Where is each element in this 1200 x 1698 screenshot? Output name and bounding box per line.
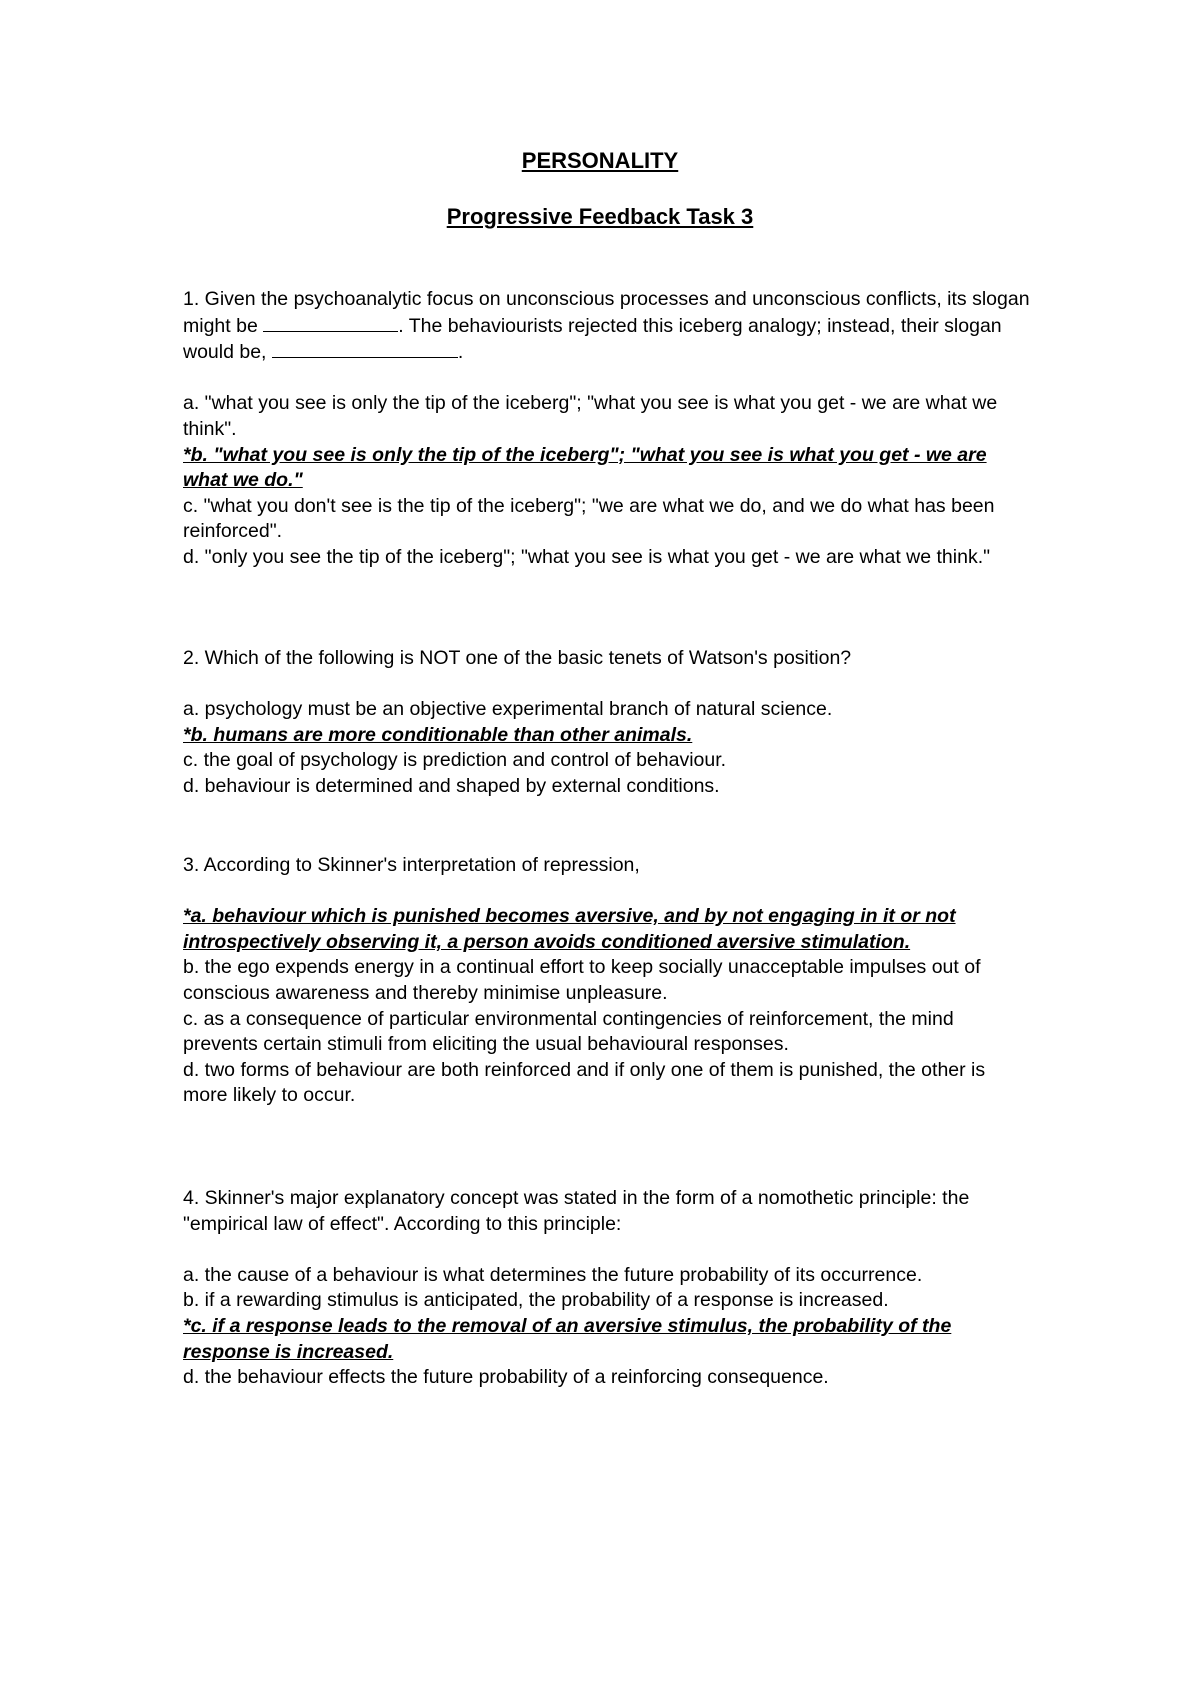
question-2-option-c: c. the goal of psychology is prediction and control of behaviour.	[183, 749, 727, 772]
question-3-option-d: d. two forms of behaviour are both reinforced and if only one of them is punished, the other is more likely to occur.	[183, 1058, 986, 1107]
question-3	[183, 853, 1033, 1109]
question-1-option-d: d. "only you see the tip of the iceberg"; "what you see is what you get - we are what we think."	[183, 545, 991, 568]
question-1-stem-part-3: .	[457, 341, 464, 364]
question-4	[183, 1186, 1033, 1391]
answer-blank-1	[263, 313, 398, 332]
question-2-stem: 2. Which of the following is NOT one of the basic tenets of Watson's position?	[183, 647, 852, 669]
question-3-option-b: b. the ego expends energy in a continual effort to keep socially unacceptable impulses out of conscious awareness and thereby minimise unpleasure.	[183, 956, 981, 1004]
question-4-stem: 4. Skinner's major explanatory concept was stated in the form of a nomothetic principle: the "empirical law of effect". According to this principle:	[183, 1187, 970, 1235]
question-4-option-a: a. the cause of a behaviour is what determines the future probability of its occurrence.	[183, 1263, 923, 1286]
question-1-option-c: c. "what you don't see is the tip of the iceberg"; "we are what we do, and we do what has been reinforced".	[183, 494, 995, 543]
question-3-stem: 3. According to Skinner's interpretation of repression,	[183, 854, 640, 876]
document-subtitle: Progressive Feedback Task 3	[446, 204, 754, 229]
question-2-option-d: d. behaviour is determined and shaped by external conditions.	[183, 774, 720, 797]
question-4-option-c-correct: *c. if a response leads to the removal of an aversive stimulus, the probability of the response is increased.	[183, 1314, 952, 1363]
document-title: PERSONALITY	[521, 148, 679, 173]
question-3-option-a-correct: *a. behaviour which is punished becomes aversive, and by not engaging in it or not introspectively observing it, a person avoids conditioned aversive stimulation.	[183, 905, 956, 953]
question-1-option-b-correct: *b. "what you see is only the tip of the iceberg"; "what you see is what you get - we are what we do."	[183, 443, 987, 492]
question-3-option-c: c. as a consequence of particular environmental contingencies of reinforcement, the mind prevents certain stimuli from eliciting the usual behavioural responses.	[183, 1007, 954, 1056]
question-1-stem-part-2: . The behaviourists rejected this iceberg analogy; instead, their slogan would be,	[183, 314, 1002, 364]
question-4-option-b: b. if a rewarding stimulus is anticipated, the probability of a response is increased.	[183, 1289, 889, 1312]
question-2-option-b-correct: *b. humans are more conditionable than other animals.	[183, 723, 693, 746]
question-4-option-d: d. the behaviour effects the future probability of a reinforcing consequence.	[183, 1366, 829, 1389]
question-2	[183, 646, 1033, 800]
question-1-stem	[183, 287, 1033, 366]
question-1-stem-part-1: 1. Given the psychoanalytic focus on unconscious processes and unconscious conflicts, its slogan might be	[183, 288, 1030, 337]
question-1-option-a: a. "what you see is only the tip of the iceberg"; "what you see is what you get - we are what we think".	[183, 392, 998, 440]
answer-blank-2	[272, 339, 458, 358]
question-2-option-a: a. psychology must be an objective experimental branch of natural science.	[183, 698, 833, 721]
question-1	[183, 287, 1033, 571]
